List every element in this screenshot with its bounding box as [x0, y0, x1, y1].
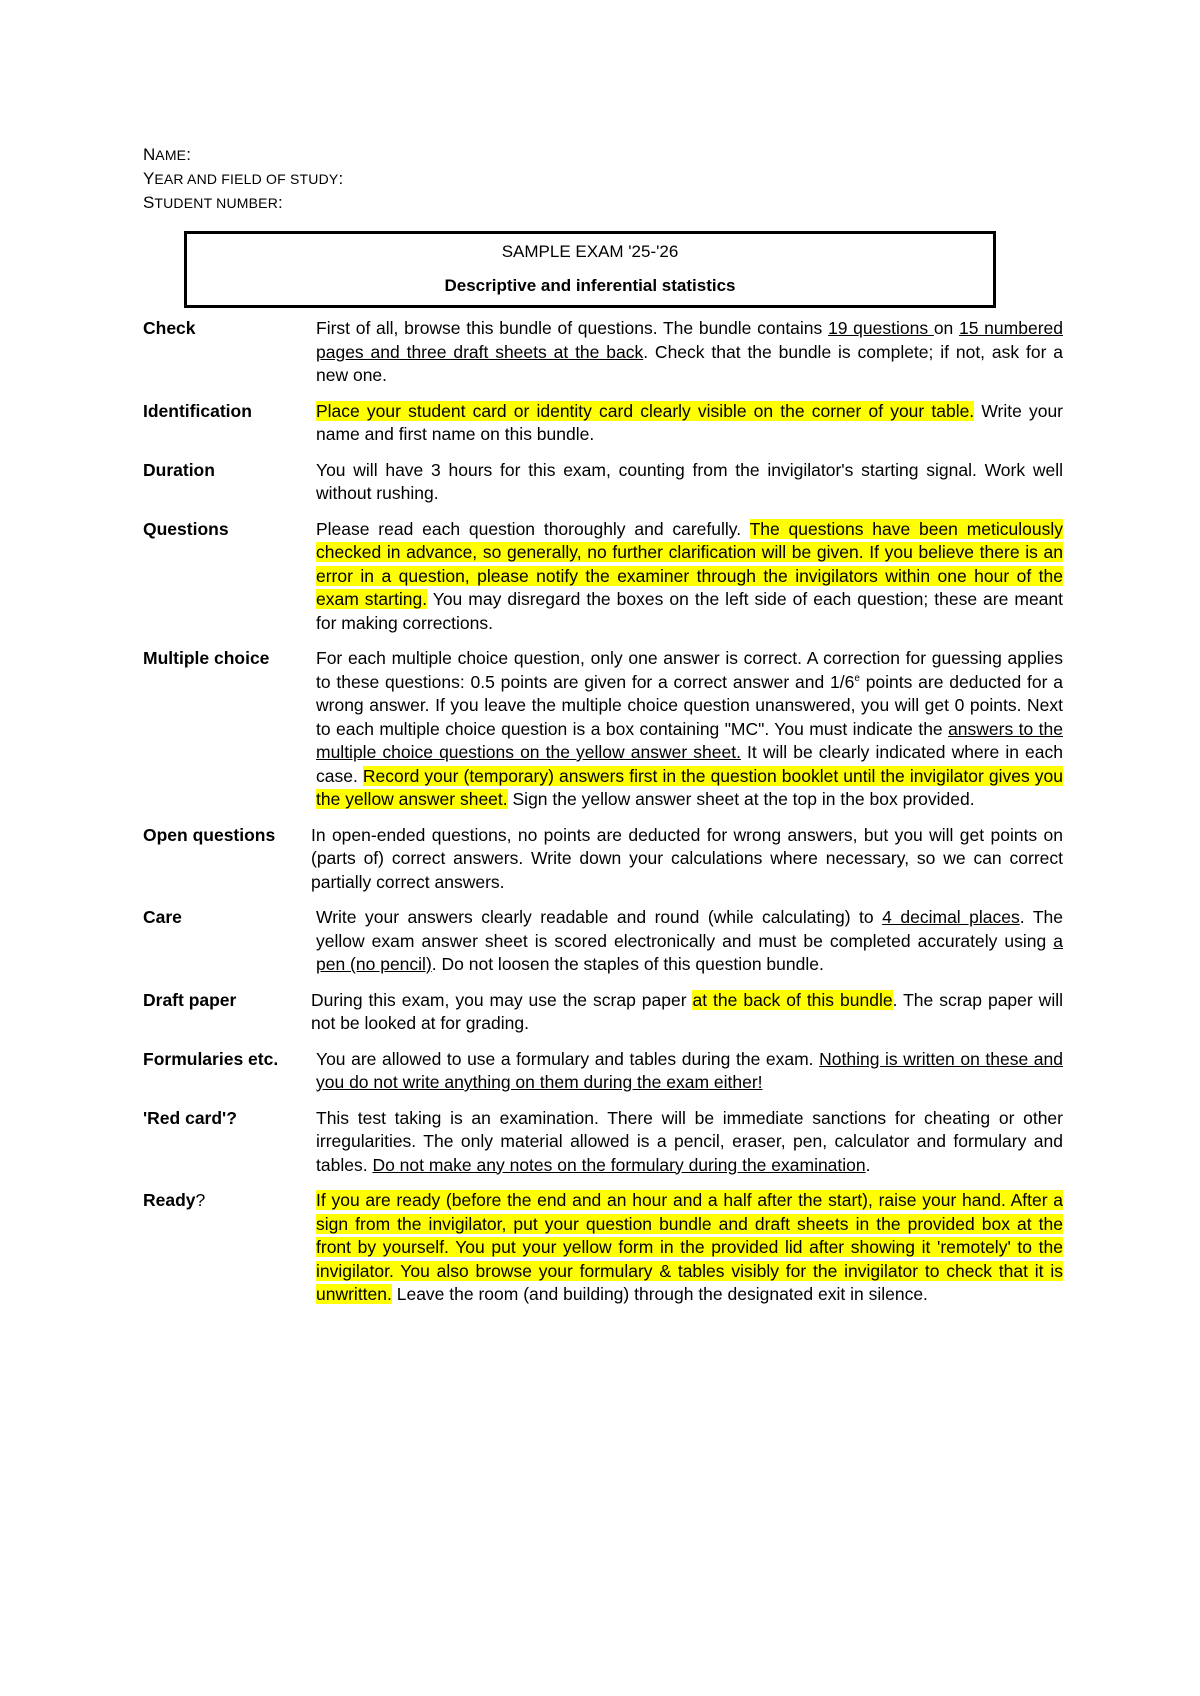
exam-rules — [143, 317, 1063, 1319]
rule-text: Please read each question thoroughly and carefully. The questions have been meticulously checked in advance, so generally, no further clarification will be given. If you believe there is an error in a question, please notify the examiner through the invigilators within one hour of the exam starting. You may disregard the boxes on the left side of each question; these are meant for making corrections. — [316, 518, 1064, 633]
rule-text: Place your student card or identity card clearly visible on the corner of your table. Write your name and first name on this bundle. — [316, 400, 1064, 444]
rule-formularies — [143, 1048, 1063, 1095]
exam-title-box — [184, 231, 996, 308]
rule-text: In open-ended questions, no points are deducted for wrong answers, but you will get points on (parts of) correct answers. Write down your calculations where necessary, so we can correct partially correct answers. — [311, 824, 1063, 892]
rule-text: Write your answers clearly readable and round (while calculating) to 4 decimal places. The yellow exam answer sheet is scored electronically and must be completed accurately using a pen (no pencil). Do not loosen the staples of this question bundle. — [316, 907, 1063, 974]
rule-label: Draft paper — [143, 989, 237, 1010]
rule-open-questions — [143, 824, 1063, 895]
rule-label: Open questions — [143, 824, 276, 845]
rule-multiple-choice — [143, 647, 1063, 812]
rule-ready — [143, 1189, 1063, 1307]
rule-text: During this exam, you may use the scrap paper at the back of this bundle. The scrap paper will not be looked at for grading. — [311, 989, 1063, 1033]
rule-label: Care — [143, 907, 182, 927]
exam-title: SAMPLE EXAM '25-'26 — [501, 242, 679, 261]
rule-text: You will have 3 hours for this exam, counting from the invigilator's starting signal. Work well without rushing. — [316, 459, 1063, 503]
rule-duration — [143, 459, 1063, 506]
rule-label: 'Red card'? — [143, 1107, 237, 1128]
rule-label: Identification — [143, 400, 252, 421]
rule-label: Check — [143, 318, 196, 338]
rule-label: Ready? — [143, 1190, 206, 1210]
rule-label: Questions — [143, 518, 229, 539]
rule-check — [143, 317, 1063, 388]
rule-identification — [143, 400, 1063, 447]
name-field-label: NAME: — [143, 145, 191, 164]
rule-text: If you are ready (before the end and an hour and a half after the start), raise your hand. After a sign from the invigilator, put your question bundle and draft sheets in the provided box at the front by yourself. You put your yellow form in the provided lid after showing it 'remotely' to the invigilator. You also browse your formulary & tables visibly for the invigilator to check that it is unwritten. Leave the room (and building) through the designated exit in silence. — [316, 1190, 1063, 1304]
rule-text: First of all, browse this bundle of questions. The bundle contains 19 questions on 15 numbered pages and three draft sheets at the back. Check that the bundle is complete; if not, ask for a new one. — [316, 318, 1063, 385]
rule-questions — [143, 518, 1063, 636]
rule-text: You are allowed to use a formulary and tables during the exam. Nothing is written on these and you do not write anything on them during the exam either! — [316, 1048, 1063, 1092]
rule-label: Duration — [143, 459, 215, 480]
rule-text: This test taking is an examination. There will be immediate sanctions for cheating or other irregularities. The only material allowed is a pencil, eraser, pen, calculator and formulary and tables. Do not make any notes on the formulary during the examination. — [316, 1107, 1063, 1175]
course-title: Descriptive and inferential statistics — [444, 276, 736, 295]
rule-draft-paper — [143, 989, 1063, 1036]
rule-text: For each multiple choice question, only one answer is correct. A correction for guessing applies to these questions: 0.5 points are given for a correct answer and 1/6e points are deducted for a wrong answer. If you leave the multiple choice question unanswered, you will get 0 points. Next to each multiple choice question is a box containing "MC". You must indicate the answers to the multiple choice questions on the yellow answer sheet. It will be clearly indicated where in each case. Record your (temporary) answers first in the question booklet until the invigilator gives you the yellow answer sheet. Sign the yellow answer sheet at the top in the box provided. — [316, 648, 1063, 809]
rule-label: Multiple choice — [143, 648, 270, 668]
year-field-label: YEAR AND FIELD OF STUDY: — [143, 169, 344, 188]
rule-red-card — [143, 1107, 1063, 1178]
student-info-header — [143, 143, 343, 215]
rule-label: Formularies etc. — [143, 1048, 279, 1069]
rule-care — [143, 906, 1063, 977]
student-number-field-label: STUDENT NUMBER: — [143, 193, 283, 212]
